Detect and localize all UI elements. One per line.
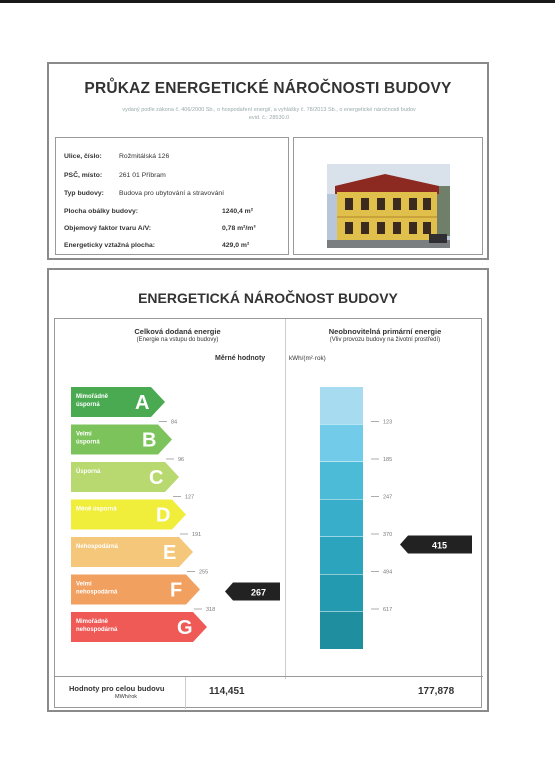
class-label-f: Velmi — [76, 581, 92, 588]
left-threshold-label: 127 — [185, 494, 195, 501]
delivered-energy-value: 267 — [251, 587, 267, 598]
rating-title: ENERGETICKÁ NÁROČNOST BUDOVY — [138, 290, 398, 306]
certificate-header-card — [47, 62, 489, 260]
legal-basis-text: vydaný podle zákona č. 406/2000 Sb., o hospodaření energií, a vyhlášky č. 78/2013 Sb., o energetické náročnosti budov — [122, 107, 416, 113]
class-label2-g: nehospodárná — [76, 627, 118, 633]
primary-energy-block — [320, 462, 363, 499]
primary-energy-block — [320, 500, 363, 537]
envelope-label: Plocha obálky budovy: — [64, 208, 139, 215]
class-label-a: Mimořádně — [76, 394, 109, 400]
reference-area-value: 429,0 m² — [222, 242, 250, 249]
building-info-panel — [55, 137, 289, 255]
class-label2-f: nehospodárná — [76, 589, 118, 596]
right-threshold-label: 247 — [383, 494, 393, 501]
class-label-b: Velmi — [76, 431, 92, 438]
energy-rating-card — [47, 268, 489, 712]
right-threshold-label: 370 — [383, 532, 393, 538]
right-threshold-label: 185 — [383, 457, 393, 463]
total-delivered-energy-value: 114,451 — [209, 686, 245, 697]
building-photo-frame — [293, 137, 483, 255]
class-label-g: Mimořádně — [76, 619, 109, 625]
zip-value: 261 01 Příbram — [119, 172, 166, 179]
street-label: Ulice, číslo: — [64, 153, 102, 160]
total-primary-energy-value: 177,878 — [418, 686, 455, 697]
right-threshold-label: 123 — [383, 419, 393, 426]
total-separator — [185, 677, 186, 709]
unit-label: kWh/(m²·rok) — [289, 355, 326, 362]
building-photo — [327, 164, 450, 248]
building-total-label: Hodnoty pro celou budovu — [69, 684, 165, 693]
class-label-c: Úsporná — [76, 469, 101, 475]
class-letter-b: B — [142, 429, 157, 452]
top-border-line — [0, 0, 555, 3]
class-letter-a: A — [135, 392, 150, 414]
delivered-energy-subtitle: (Energie na vstupu do budovy) — [136, 337, 219, 343]
registration-number: evid. č.: 28530.0 — [248, 115, 290, 121]
primary-energy-block — [320, 612, 363, 649]
left-threshold-label: 318 — [206, 607, 216, 613]
specific-values-label: Měrné hodnoty — [215, 355, 266, 362]
certificate-title: PRŮKAZ ENERGETICKÉ NÁROČNOSTI BUDOVY — [84, 80, 452, 97]
zip-label: PSČ, místo: — [64, 172, 103, 179]
class-label-e: Nehospodárná — [76, 544, 119, 550]
class-letter-g: G — [177, 617, 193, 639]
shape-factor-label: Objemový faktor tvaru A/V: — [64, 225, 151, 232]
class-letter-c: C — [149, 467, 164, 489]
building-total-unit: MWh/rok — [115, 694, 137, 700]
primary-energy-value: 415 — [432, 540, 448, 551]
primary-energy-subtitle: (Vliv provozu budovy na životní prostředí) — [329, 337, 441, 343]
primary-energy-block — [320, 575, 363, 612]
class-letter-e: E — [163, 542, 177, 564]
right-threshold-label: 494 — [383, 569, 393, 576]
class-letter-d: D — [156, 504, 171, 527]
left-threshold-label: 255 — [199, 569, 209, 576]
shape-factor-value: 0,78 m²/m³ — [222, 225, 256, 232]
certificate-subtitle — [69, 106, 469, 122]
left-threshold-label: 191 — [192, 532, 202, 538]
class-label2-a: úsporná — [76, 402, 100, 408]
left-threshold-label: 96 — [178, 457, 185, 463]
energy-scale-graphic — [55, 319, 481, 677]
primary-energy-block — [320, 425, 363, 462]
building-total-row — [55, 676, 483, 709]
primary-energy-title: Neobnovitelná primární energie — [328, 327, 442, 336]
delivered-energy-title: Celková dodaná energie — [134, 327, 221, 336]
class-label2-b: úsporná — [76, 439, 100, 446]
class-label-d: Méně úsporná — [76, 506, 117, 513]
primary-energy-block — [320, 387, 363, 424]
reference-area-label: Energeticky vztažná plocha: — [64, 242, 156, 249]
class-letter-f: F — [170, 579, 183, 602]
rating-panel — [54, 318, 482, 708]
primary-energy-block — [320, 537, 363, 574]
type-value: Budova pro ubytování a stravování — [119, 190, 225, 197]
envelope-value: 1240,4 m² — [222, 208, 253, 215]
type-label: Typ budovy: — [64, 190, 104, 197]
right-threshold-label: 617 — [383, 607, 393, 613]
left-threshold-label: 84 — [171, 419, 178, 426]
street-value: Rožmitálská 126 — [119, 153, 170, 160]
